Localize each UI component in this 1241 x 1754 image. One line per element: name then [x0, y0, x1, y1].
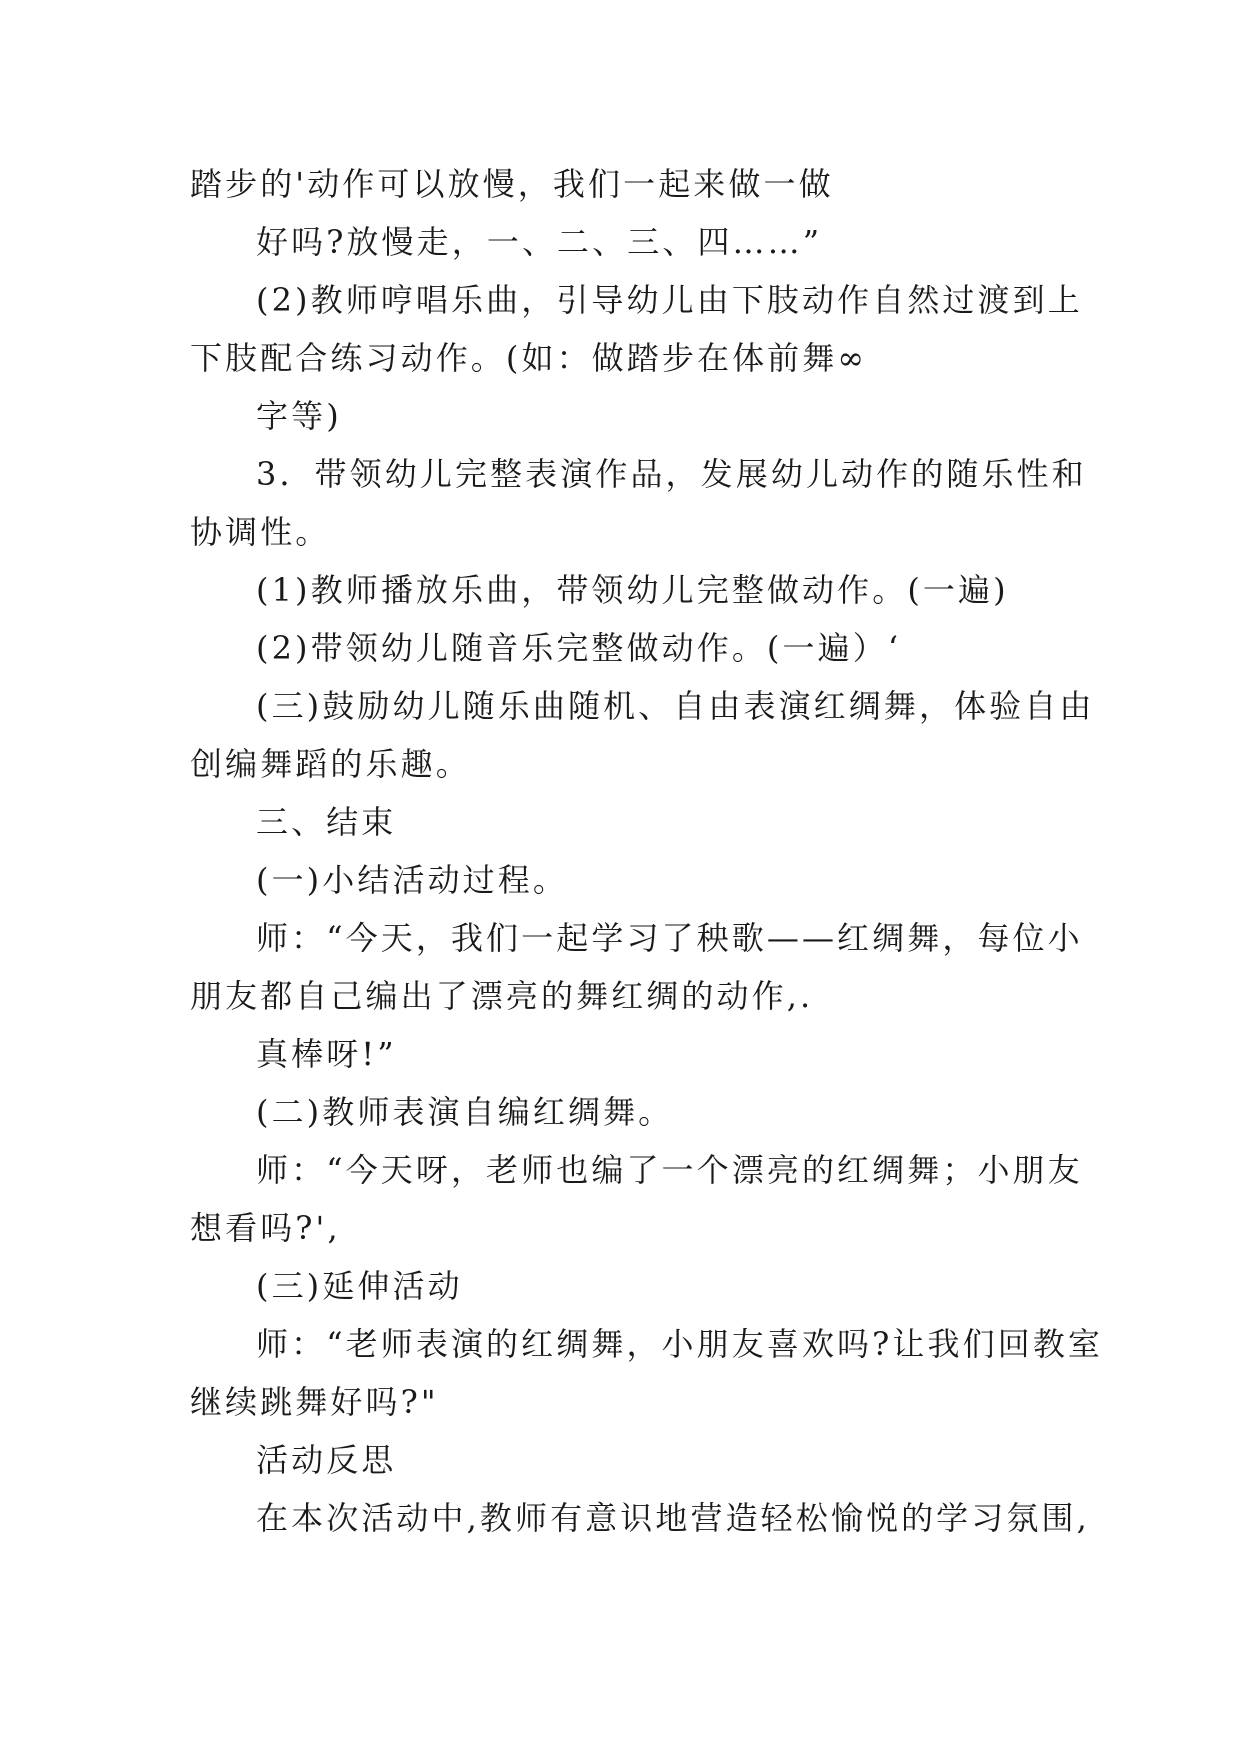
- text-line: (三)延伸活动: [256, 1267, 463, 1305]
- section-heading: 活动反思: [256, 1441, 397, 1479]
- text-line: 师：“今天呀，老师也编了一个漂亮的红绸舞；小朋友: [256, 1151, 1083, 1189]
- text-line: 创编舞蹈的乐趣。: [190, 745, 471, 783]
- section-heading: 三、结束: [256, 803, 397, 841]
- text-line: 好吗?放慢走，一、二、三、四……”: [256, 223, 823, 261]
- text-line: (二)教师表演自编红绸舞。: [256, 1093, 674, 1131]
- text-line: 真棒呀!”: [256, 1035, 397, 1073]
- text-line: 下肢配合练习动作。(如：做踏步在体前舞∞: [190, 339, 868, 377]
- text-line: 在本次活动中,教师有意识地营造轻松愉悦的学习氛围,: [256, 1499, 1090, 1537]
- text-line: 师：“今天，我们一起学习了秧歌——红绸舞，每位小: [256, 919, 1083, 957]
- text-line: 踏步的'动作可以放慢，我们一起来做一做: [190, 165, 834, 203]
- text-line: 3．带领幼儿完整表演作品，发展幼儿动作的随乐性和: [256, 455, 1087, 493]
- text-line: (一)小结活动过程。: [256, 861, 568, 899]
- text-line: (三)鼓励幼儿随乐曲随机、自由表演红绸舞，体验自由: [256, 687, 1095, 725]
- text-line: 师：“老师表演的红绸舞，小朋友喜欢吗?让我们回教室: [256, 1325, 1104, 1363]
- text-line: 字等): [256, 397, 342, 435]
- text-line: (1)教师播放乐曲，带领幼儿完整做动作。(一遍): [256, 571, 1009, 609]
- text-line: 协调性。: [190, 513, 331, 551]
- text-line: 朋友都自己编出了漂亮的舞红绸的动作,.: [190, 977, 814, 1015]
- text-line: 想看吗?',: [190, 1209, 341, 1247]
- text-line: (2)教师哼唱乐曲，引导幼儿由下肢动作自然过渡到上: [256, 281, 1083, 319]
- text-line: 继续跳舞好吗?": [190, 1383, 439, 1421]
- text-line: (2)带领幼儿随音乐完整做动作。(一遍）‘: [256, 629, 902, 667]
